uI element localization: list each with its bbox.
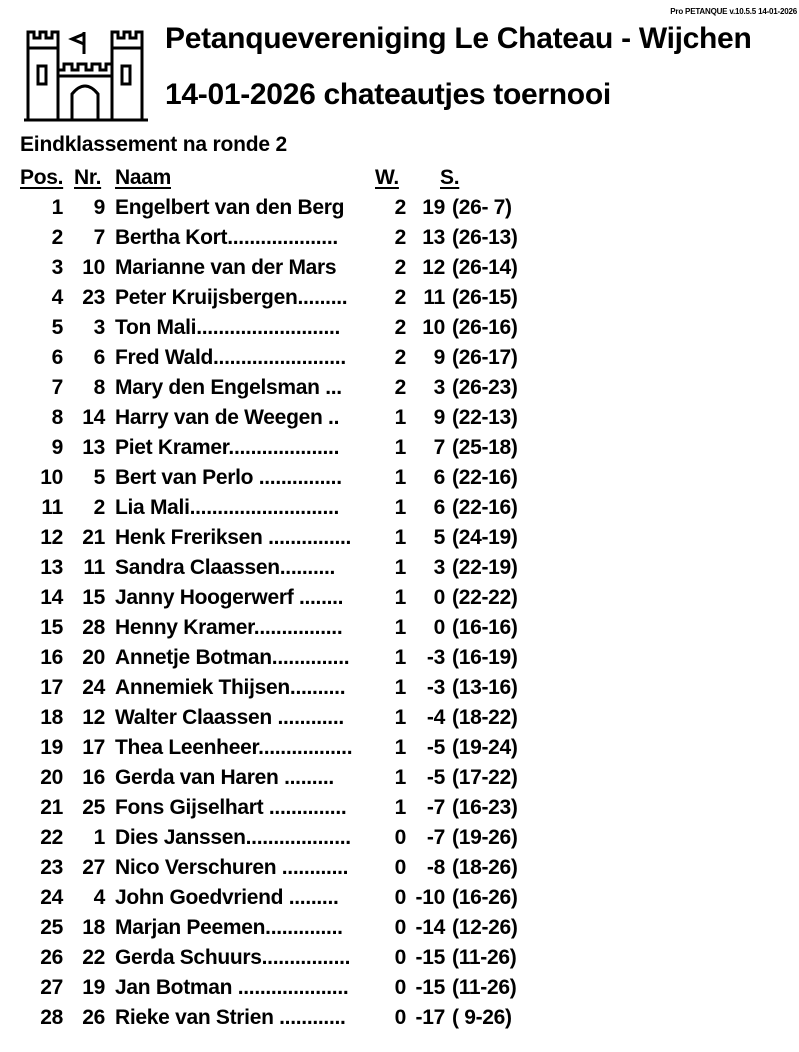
player-number-cell: 20: [82, 646, 105, 669]
player-name-cell: Mary den Engelsman ...: [115, 376, 342, 399]
column-header-naam: Naam: [115, 166, 171, 189]
version-stamp: Pro PETANQUE v.10.5.5 14-01-2026: [670, 7, 797, 16]
position-cell: 13: [40, 556, 63, 579]
player-name-cell: Dies Janssen...................: [115, 826, 351, 849]
score-cell: (16-23): [452, 796, 518, 819]
player-number-cell: 24: [82, 676, 105, 699]
player-number-cell: 8: [93, 376, 105, 399]
player-name-cell: Henk Freriksen ...............: [115, 526, 352, 549]
table-row: [0, 613, 799, 643]
player-name-cell: Fred Wald........................: [115, 346, 346, 369]
saldo-cell: -17: [415, 1006, 445, 1029]
score-cell: (22-16): [452, 466, 518, 489]
score-cell: ( 9-26): [452, 1006, 512, 1029]
player-name-cell: Walter Claassen ............: [115, 706, 344, 729]
position-cell: 19: [40, 736, 63, 759]
position-cell: 7: [51, 376, 63, 399]
player-number-cell: 6: [93, 346, 105, 369]
score-cell: (26-17): [452, 346, 518, 369]
table-row: [0, 343, 799, 373]
position-cell: 12: [40, 526, 63, 549]
score-cell: (26-14): [452, 256, 518, 279]
wins-cell: 2: [394, 256, 406, 279]
player-number-cell: 18: [82, 916, 105, 939]
wins-cell: 0: [394, 976, 406, 999]
club-name: Petanquevereniging Le Chateau - Wijchen: [165, 22, 752, 55]
player-name-cell: Piet Kramer....................: [115, 436, 340, 459]
player-name-cell: Nico Verschuren ............: [115, 856, 349, 879]
saldo-cell: 12: [422, 256, 445, 279]
position-cell: 15: [40, 616, 63, 639]
column-header-w: W.: [375, 166, 399, 189]
wins-cell: 0: [394, 886, 406, 909]
player-number-cell: 12: [82, 706, 105, 729]
wins-cell: 1: [394, 736, 406, 759]
wins-cell: 0: [394, 826, 406, 849]
score-cell: (12-26): [452, 916, 518, 939]
score-cell: (26-23): [452, 376, 518, 399]
table-row: [0, 883, 799, 913]
player-name-cell: Lia Mali...........................: [115, 496, 340, 519]
score-cell: (26-13): [452, 226, 518, 249]
position-cell: 21: [40, 796, 63, 819]
saldo-cell: 6: [433, 466, 445, 489]
saldo-cell: 11: [423, 286, 445, 309]
table-row: [0, 853, 799, 883]
wins-cell: 1: [394, 406, 406, 429]
position-cell: 22: [40, 826, 63, 849]
table-row: [0, 763, 799, 793]
position-cell: 10: [40, 466, 63, 489]
table-row: [0, 913, 799, 943]
position-cell: 23: [40, 856, 63, 879]
player-number-cell: 23: [82, 286, 105, 309]
player-number-cell: 28: [82, 616, 105, 639]
player-number-cell: 13: [82, 436, 105, 459]
position-cell: 8: [51, 406, 63, 429]
position-cell: 4: [51, 286, 63, 309]
saldo-cell: 19: [422, 196, 445, 219]
player-number-cell: 27: [82, 856, 105, 879]
player-name-cell: Annetje Botman..............: [115, 646, 350, 669]
table-header: [0, 163, 799, 193]
table-row: [0, 553, 799, 583]
wins-cell: 0: [394, 1006, 406, 1029]
table-row: [0, 793, 799, 823]
player-number-cell: 9: [93, 196, 105, 219]
saldo-cell: -8: [426, 856, 445, 879]
player-name-cell: Bertha Kort....................: [115, 226, 338, 249]
table-row: [0, 673, 799, 703]
position-cell: 24: [40, 886, 63, 909]
player-name-cell: Gerda Schuurs................: [115, 946, 351, 969]
score-cell: (22-16): [452, 496, 518, 519]
column-header-pos: Pos.: [20, 166, 64, 189]
player-name-cell: Thea Leenheer.................: [115, 736, 353, 759]
player-number-cell: 16: [82, 766, 105, 789]
saldo-cell: -4: [426, 706, 445, 729]
saldo-cell: 5: [433, 526, 445, 549]
score-cell: (11-26): [452, 946, 517, 969]
wins-cell: 2: [394, 286, 406, 309]
player-number-cell: 26: [82, 1006, 105, 1029]
saldo-cell: -14: [415, 916, 445, 939]
saldo-cell: 0: [433, 616, 445, 639]
score-cell: (18-22): [452, 706, 518, 729]
player-number-cell: 21: [82, 526, 105, 549]
score-cell: (26-16): [452, 316, 518, 339]
player-name-cell: Bert van Perlo ...............: [115, 466, 342, 489]
position-cell: 9: [51, 436, 63, 459]
player-name-cell: Jan Botman ....................: [115, 976, 349, 999]
player-name-cell: Peter Kruijsbergen.........: [115, 286, 348, 309]
score-cell: (13-16): [452, 676, 518, 699]
tournament-title: 14-01-2026 chateautjes toernooi: [165, 78, 611, 111]
table-row: [0, 403, 799, 433]
player-name-cell: Marianne van der Mars: [115, 256, 337, 279]
score-cell: (22-13): [452, 406, 518, 429]
saldo-cell: 6: [433, 496, 445, 519]
player-name-cell: Gerda van Haren .........: [115, 766, 334, 789]
wins-cell: 0: [394, 946, 406, 969]
wins-cell: 1: [394, 526, 406, 549]
position-cell: 5: [51, 316, 63, 339]
saldo-cell: 3: [433, 376, 445, 399]
score-cell: (16-19): [452, 646, 518, 669]
table-row: [0, 823, 799, 853]
position-cell: 20: [40, 766, 63, 789]
player-number-cell: 2: [93, 496, 105, 519]
player-number-cell: 10: [82, 256, 105, 279]
player-name-cell: Henny Kramer................: [115, 616, 343, 639]
wins-cell: 2: [394, 196, 406, 219]
position-cell: 11: [41, 496, 63, 519]
saldo-cell: 0: [433, 586, 445, 609]
score-cell: (11-26): [452, 976, 517, 999]
position-cell: 16: [40, 646, 63, 669]
position-cell: 17: [40, 676, 63, 699]
player-name-cell: Janny Hoogerwerf ........: [115, 586, 344, 609]
player-name-cell: Fons Gijselhart ..............: [115, 796, 347, 819]
table-row: [0, 703, 799, 733]
table-row: [0, 943, 799, 973]
score-cell: (26-15): [452, 286, 518, 309]
wins-cell: 1: [394, 706, 406, 729]
saldo-cell: 9: [433, 346, 445, 369]
wins-cell: 1: [394, 436, 406, 459]
player-name-cell: Harry van de Weegen ..: [115, 406, 340, 429]
table-row: [0, 313, 799, 343]
wins-cell: 1: [394, 556, 406, 579]
table-row: [0, 733, 799, 763]
saldo-cell: -5: [426, 736, 445, 759]
position-cell: 28: [40, 1006, 63, 1029]
saldo-cell: -3: [426, 646, 445, 669]
wins-cell: 1: [394, 466, 406, 489]
saldo-cell: 13: [422, 226, 445, 249]
player-number-cell: 22: [82, 946, 105, 969]
player-number-cell: 17: [82, 736, 105, 759]
table-row: [0, 643, 799, 673]
table-row: [0, 973, 799, 1003]
saldo-cell: -10: [415, 886, 445, 909]
wins-cell: 2: [394, 226, 406, 249]
saldo-cell: -7: [426, 796, 445, 819]
wins-cell: 1: [394, 796, 406, 819]
wins-cell: 1: [394, 766, 406, 789]
wins-cell: 1: [394, 676, 406, 699]
score-cell: (16-26): [452, 886, 518, 909]
score-cell: (22-19): [452, 556, 518, 579]
player-number-cell: 15: [82, 586, 105, 609]
position-cell: 2: [51, 226, 63, 249]
player-number-cell: 25: [82, 796, 105, 819]
position-cell: 27: [40, 976, 63, 999]
score-cell: (24-19): [452, 526, 518, 549]
player-number-cell: 1: [93, 826, 105, 849]
wins-cell: 0: [394, 856, 406, 879]
player-number-cell: 3: [93, 316, 105, 339]
wins-cell: 1: [394, 646, 406, 669]
player-name-cell: Marjan Peemen..............: [115, 916, 343, 939]
standings-subtitle: Eindklassement na ronde 2: [20, 133, 287, 156]
score-cell: (25-18): [452, 436, 518, 459]
saldo-cell: 7: [433, 436, 445, 459]
position-cell: 18: [40, 706, 63, 729]
score-cell: (22-22): [452, 586, 518, 609]
score-cell: (16-16): [452, 616, 518, 639]
player-number-cell: 7: [93, 226, 105, 249]
wins-cell: 2: [394, 316, 406, 339]
player-number-cell: 5: [93, 466, 105, 489]
wins-cell: 1: [394, 616, 406, 639]
player-name-cell: John Goedvriend .........: [115, 886, 339, 909]
standings-table: [0, 163, 799, 1033]
wins-cell: 2: [394, 376, 406, 399]
table-row: [0, 583, 799, 613]
player-number-cell: 14: [82, 406, 105, 429]
player-number-cell: 19: [82, 976, 105, 999]
saldo-cell: -3: [426, 676, 445, 699]
wins-cell: 1: [394, 586, 406, 609]
player-name-cell: Sandra Claassen..........: [115, 556, 336, 579]
player-number-cell: 11: [83, 556, 105, 579]
saldo-cell: -5: [426, 766, 445, 789]
table-row: [0, 253, 799, 283]
wins-cell: 2: [394, 346, 406, 369]
wins-cell: 0: [394, 916, 406, 939]
position-cell: 3: [51, 256, 63, 279]
saldo-cell: 10: [422, 316, 445, 339]
castle-icon: [22, 26, 150, 122]
column-header-s: S.: [440, 166, 460, 189]
position-cell: 26: [40, 946, 63, 969]
player-number-cell: 4: [93, 886, 105, 909]
table-row: [0, 193, 799, 223]
position-cell: 1: [51, 196, 63, 219]
score-cell: (19-26): [452, 826, 518, 849]
wins-cell: 1: [394, 496, 406, 519]
table-row: [0, 523, 799, 553]
position-cell: 6: [51, 346, 63, 369]
saldo-cell: -15: [415, 946, 445, 969]
saldo-cell: -15: [415, 976, 445, 999]
score-cell: (17-22): [452, 766, 518, 789]
table-row: [0, 373, 799, 403]
saldo-cell: 3: [433, 556, 445, 579]
score-cell: (19-24): [452, 736, 518, 759]
table-row: [0, 283, 799, 313]
player-name-cell: Ton Mali..........................: [115, 316, 341, 339]
player-name-cell: Rieke van Strien ............: [115, 1006, 346, 1029]
saldo-cell: 9: [433, 406, 445, 429]
player-name-cell: Engelbert van den Berg: [115, 196, 345, 219]
table-row: [0, 223, 799, 253]
table-row: [0, 1003, 799, 1033]
player-name-cell: Annemiek Thijsen..........: [115, 676, 346, 699]
saldo-cell: -7: [426, 826, 445, 849]
position-cell: 14: [40, 586, 63, 609]
column-header-nr: Nr.: [74, 166, 102, 189]
table-row: [0, 433, 799, 463]
position-cell: 25: [40, 916, 63, 939]
score-cell: (26- 7): [452, 196, 512, 219]
table-row: [0, 493, 799, 523]
score-cell: (18-26): [452, 856, 518, 879]
table-row: [0, 463, 799, 493]
